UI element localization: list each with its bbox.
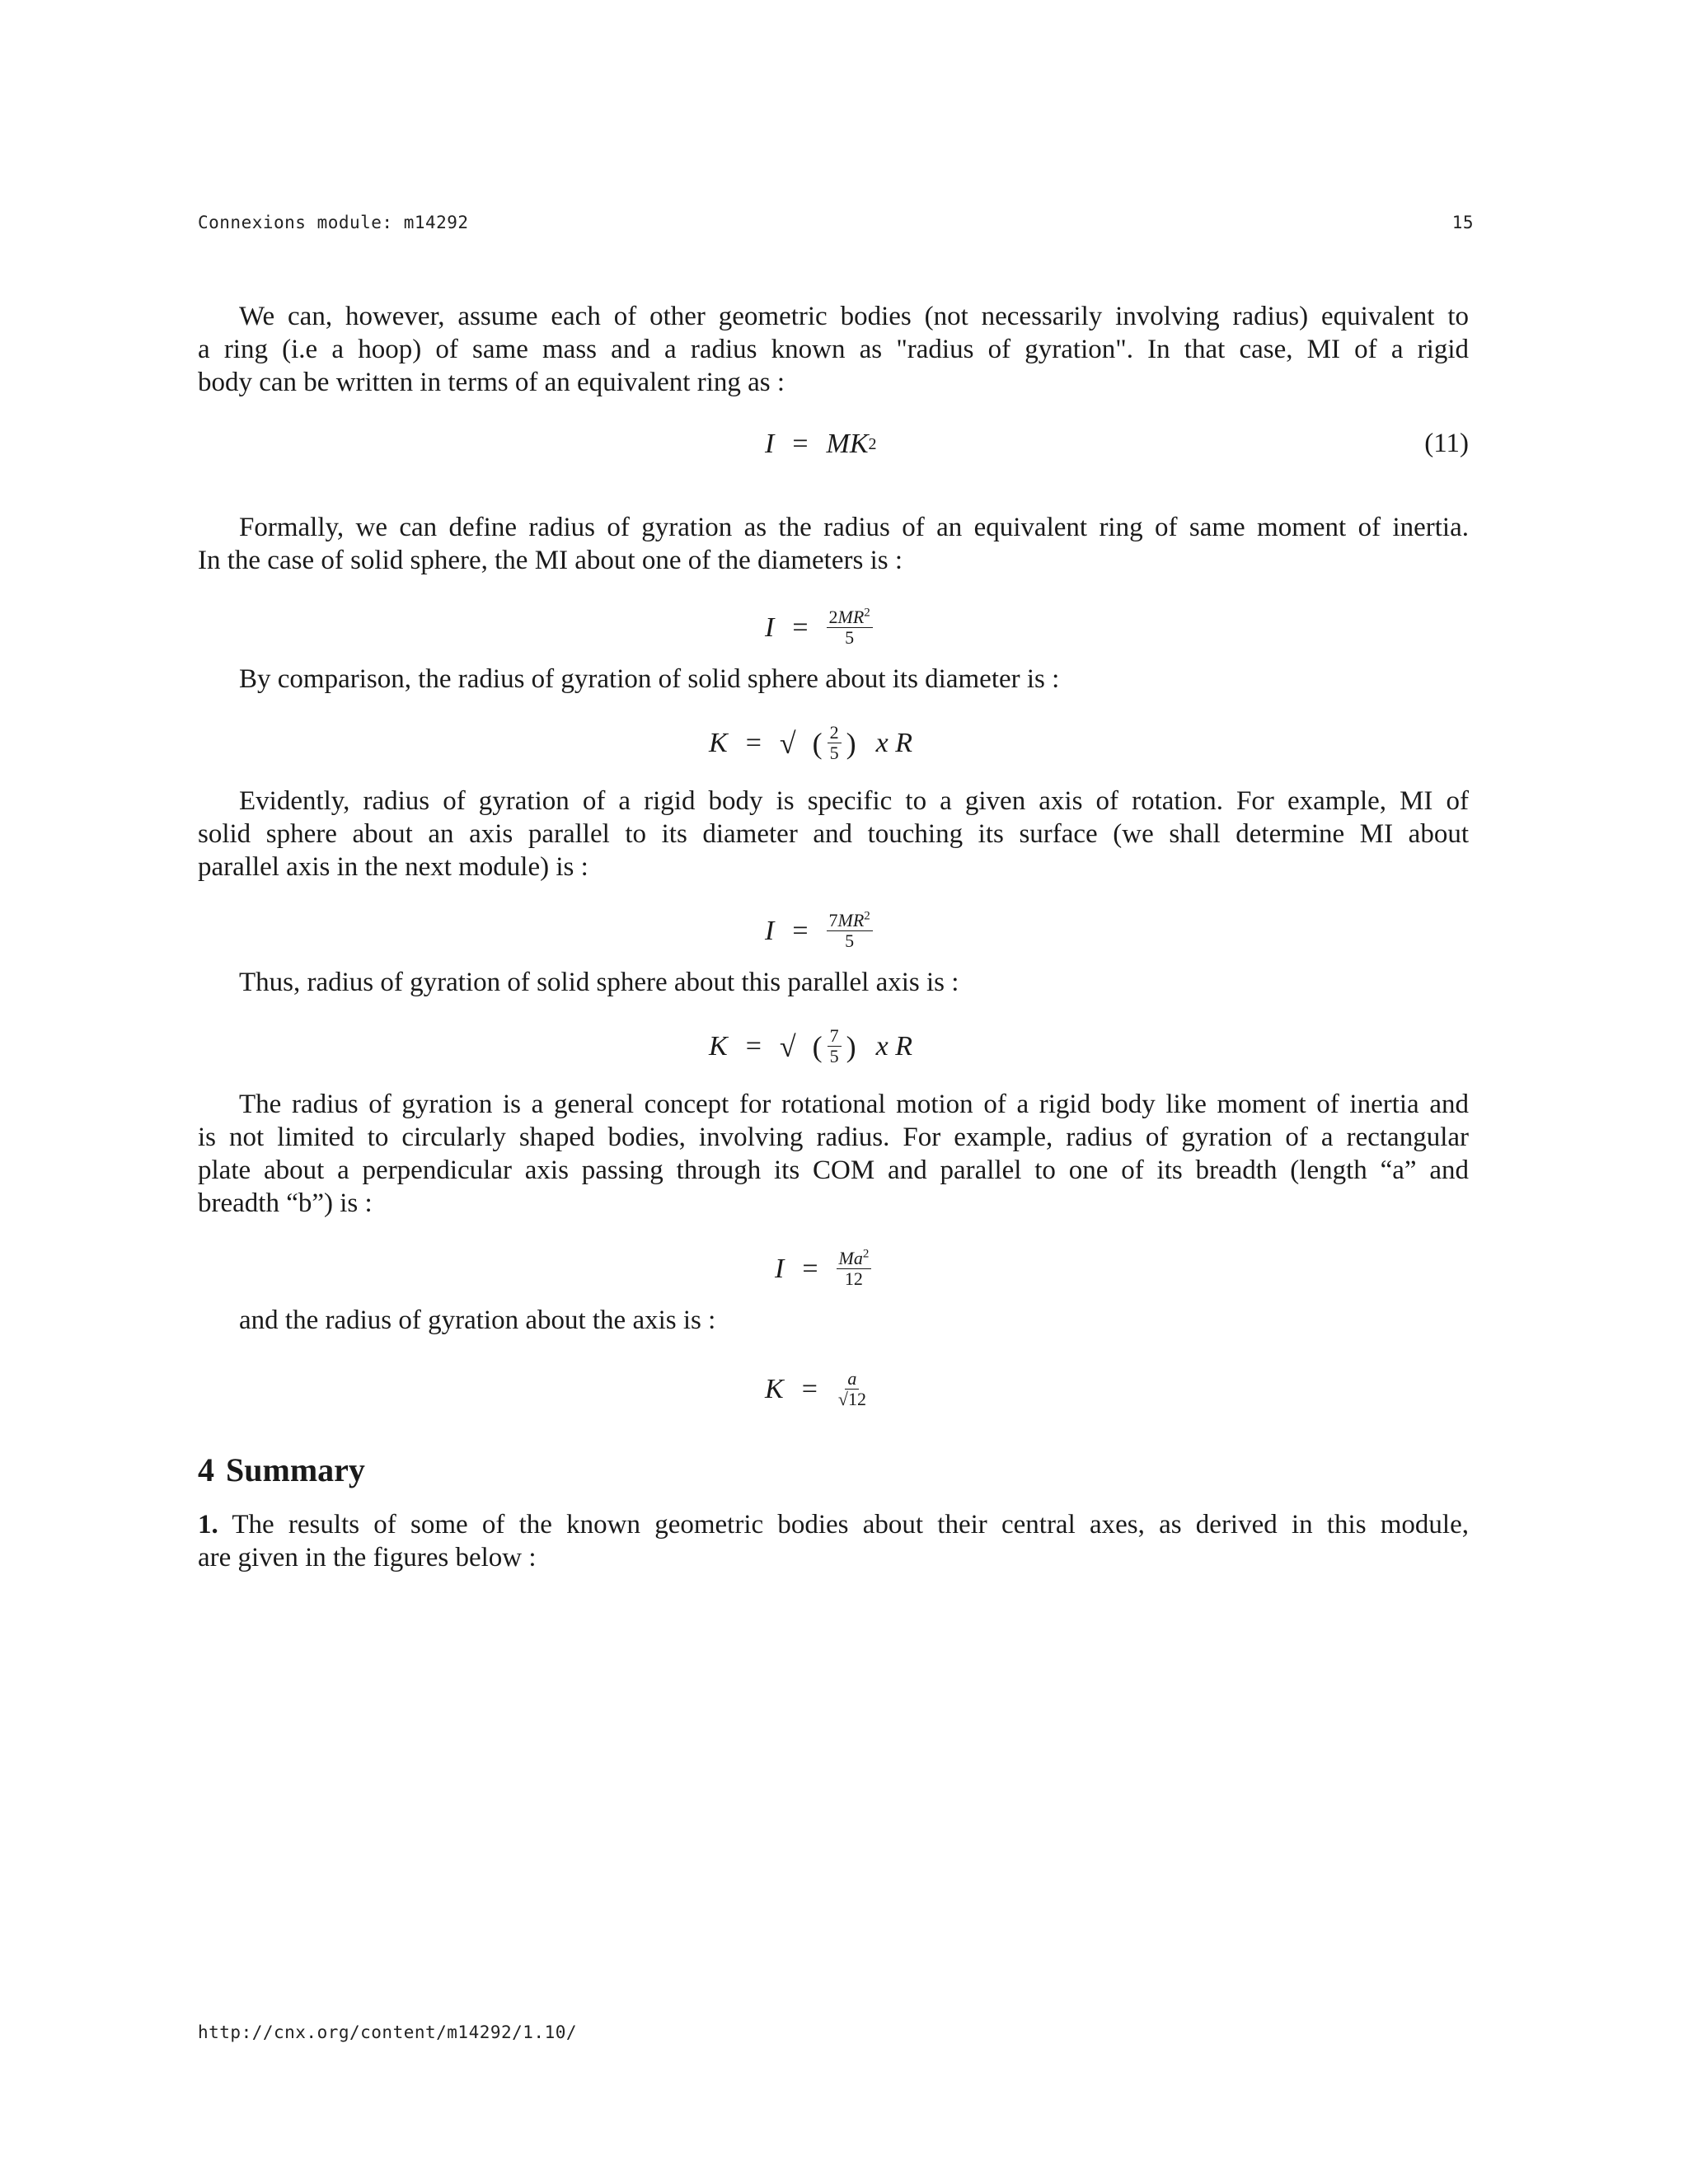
fraction: [827, 608, 873, 647]
eq-lhs: K: [709, 727, 728, 758]
eq-lhs: I: [765, 612, 775, 643]
eq-suffix: x R: [875, 727, 912, 758]
sqrt-symbol: √: [779, 1029, 796, 1063]
section-heading-summary: [198, 1451, 365, 1489]
paragraph-line: The radius of gyration is a general concept for rotational motion of a rigid body like moment of inertia and: [239, 1090, 1469, 1119]
paragraph-line: breadth “b”) is :: [198, 1188, 373, 1218]
paragraph-radius-of-gyration-intro: [198, 300, 1469, 399]
left-paren: (: [812, 726, 823, 760]
paragraph-line: Formally, we can define radius of gyration as the radius of an equivalent ring of same moment of inertia.: [239, 513, 1469, 542]
fraction-numerator: Ma$^2$: [837, 1249, 872, 1269]
fraction-denominator: 5: [829, 743, 839, 763]
paragraph-line: a ring (i.e a hoop) of same mass and a radius known as "radius of gyration". In that case, MI of a rigid: [198, 335, 1469, 364]
eq-relation: =: [745, 727, 762, 758]
equation-sphere-diameter: [765, 608, 873, 647]
fraction-denominator: √12: [837, 1389, 866, 1409]
paragraph-by-comparison: [198, 663, 1469, 696]
paragraph-line: is not limited to circularly shaped bodies, involving radius. For example, radius of gyration of a rectangular: [198, 1122, 1469, 1152]
paragraph-line: Thus, radius of gyration of solid sphere about this parallel axis is :: [239, 968, 959, 997]
fraction: [828, 1027, 842, 1066]
fraction-numerator: 7: [828, 1027, 842, 1047]
eq-relation: =: [801, 1373, 818, 1404]
eq-suffix: x R: [875, 1030, 912, 1062]
fraction-denominator: 5: [845, 627, 855, 648]
equation-k-sphere-diameter: [709, 724, 912, 762]
paragraph-line: body can be written in terms of an equivalent ring as :: [198, 368, 785, 397]
eq-lhs: K: [765, 1373, 784, 1404]
paragraph-axis-specific: [198, 785, 1469, 883]
fraction-numerator: $2MR^2$: [827, 608, 873, 628]
eq-lhs: I: [765, 429, 775, 459]
fraction-numerator: 2: [828, 724, 842, 743]
fraction: [836, 1370, 869, 1408]
left-paren: (: [812, 1029, 823, 1063]
eq-relation: =: [745, 1030, 762, 1062]
eq-relation: =: [792, 429, 809, 459]
equation-plate-mi: [775, 1249, 871, 1288]
right-paren: ): [846, 726, 856, 760]
paragraph-line: We can, however, assume each of other geometric bodies (not necessarily involving radius) equivalent to: [239, 302, 1469, 331]
equation-11: I = MK 2: [765, 429, 877, 459]
paragraph-line: plate about a perpendicular axis passing through its COM and parallel to one of its breadth (length “a” and: [198, 1155, 1469, 1185]
paragraph-plate-radius: [198, 1304, 1469, 1337]
list-label: 1.: [198, 1510, 218, 1540]
paragraph-line: In the case of solid sphere, the MI about one of the diameters is :: [198, 546, 903, 575]
page-number: 15: [1451, 213, 1474, 232]
paragraph-line: By comparison, the radius of gyration of solid sphere about its diameter is :: [239, 664, 1060, 694]
paragraph-line: parallel axis in the next module) is :: [198, 852, 588, 882]
paragraph-line: are given in the figures below :: [198, 1543, 537, 1572]
sqrt-symbol: √: [779, 726, 796, 760]
equation-number: (11): [1424, 429, 1469, 458]
fraction-numerator: $7MR^2$: [827, 912, 873, 931]
paragraph-line: 1. The results of some of the known geometric bodies about their central axes, as derived in this module,: [198, 1510, 1470, 1540]
fraction-numerator: a: [845, 1370, 859, 1390]
eq-lhs: K: [709, 1030, 728, 1062]
footer-url: http://cnx.org/content/m14292/1.10/: [198, 2022, 578, 2042]
right-paren: ): [846, 1029, 856, 1063]
eq-rhs: MK: [826, 429, 869, 459]
fraction: [837, 1249, 872, 1288]
paragraph-line: and the radius of gyration about the axis is :: [239, 1305, 716, 1335]
fraction: [827, 909, 873, 951]
paragraph-formal-definition: [198, 511, 1469, 577]
eq-relation: =: [792, 915, 809, 946]
eq-lhs: I: [765, 915, 775, 946]
fraction-denominator: 5: [845, 930, 855, 951]
eq-relation: =: [802, 1253, 818, 1284]
fraction-denominator: 12: [844, 1268, 863, 1289]
fraction: [828, 724, 842, 762]
equation-k-sphere-parallel: [709, 1027, 912, 1066]
section-title: Summary: [226, 1451, 365, 1488]
running-header-module: Connexions module: m14292: [198, 213, 469, 232]
paragraph-summary-item-1: [198, 1508, 1469, 1574]
fraction-denominator: 5: [829, 1046, 839, 1066]
paragraph-line: Evidently, radius of gyration of a rigid body is specific to a given axis of rotation. For example, MI of: [239, 786, 1469, 816]
paragraph-thus-parallel: [198, 966, 1469, 999]
eq-relation: =: [792, 612, 809, 643]
equation-sphere-parallel: [765, 909, 873, 951]
paragraph-general-concept: [198, 1088, 1469, 1220]
equation-k-plate: [765, 1370, 869, 1408]
paragraph-line: solid sphere about an axis parallel to its diameter and touching its surface (we shall determine MI about: [198, 819, 1469, 849]
section-number: 4: [198, 1451, 214, 1488]
eq-lhs: I: [775, 1253, 785, 1284]
